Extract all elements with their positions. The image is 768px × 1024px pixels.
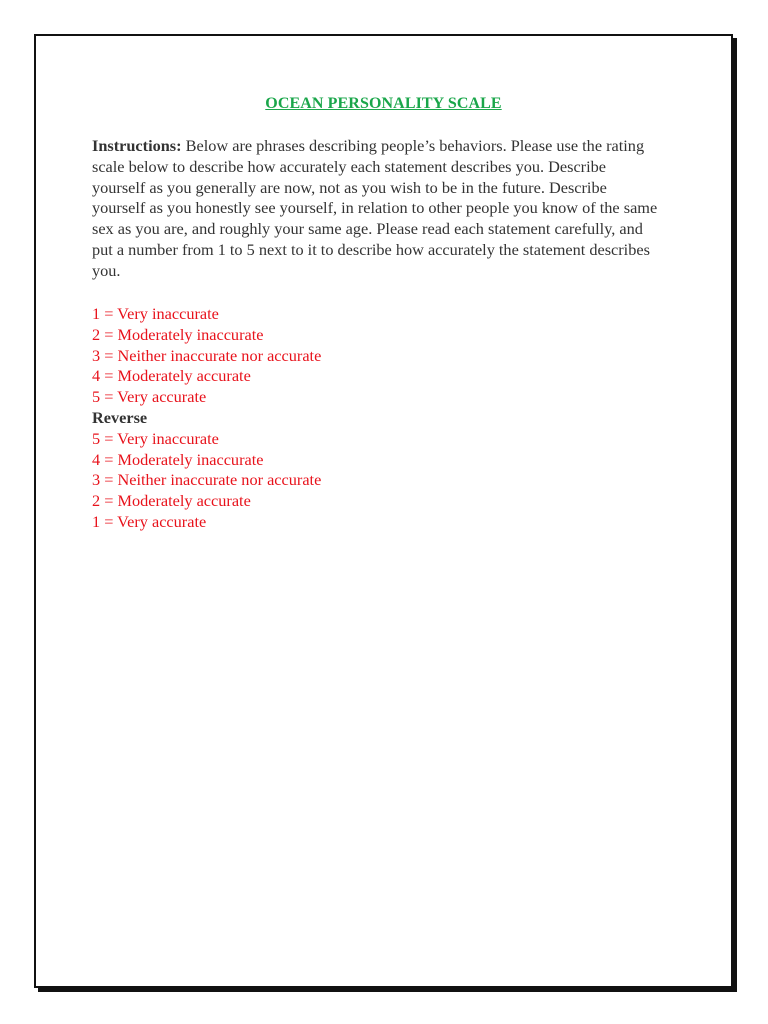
rating-scale: [92, 304, 321, 533]
reverse-scale-item: 4 = Moderately inaccurate: [92, 449, 264, 469]
scale-item: 3 = Neither inaccurate nor accurate: [92, 345, 322, 365]
scale-item: 1 = Very inaccurate: [92, 304, 219, 323]
scale-item: 5 = Very accurate: [92, 387, 207, 407]
document-title: OCEAN PERSONALITY SCALE: [265, 95, 502, 112]
instructions-label: Instructions:: [92, 136, 182, 155]
scale-item: 4 = Moderately accurate: [92, 366, 251, 386]
document-page: [34, 34, 733, 988]
scale-item: 2 = Moderately inaccurate: [92, 324, 264, 344]
instructions-paragraph: [92, 136, 662, 282]
reverse-scale-item: 5 = Very inaccurate: [92, 428, 219, 448]
reverse-scale-item: 2 = Moderately accurate: [92, 491, 251, 511]
reverse-heading: Reverse: [92, 407, 148, 427]
instructions-text: Below are phrases describing people’s behaviors. Please use the rating scale below to describe how accurately each statement describes you. Describe yourself as you generally are now, not as you wish to be in the future. Describe yourself as you honestly see yourself, in relation to other people you know of the same sex as you are, and roughly your same age. Please read each statement carefully, and put a number from 1 to 5 next to it to describe how accurately the statement describes you.: [92, 136, 658, 280]
reverse-scale-item: 1 = Very accurate: [92, 511, 207, 531]
reverse-scale-item: 3 = Neither inaccurate nor accurate: [92, 470, 322, 490]
